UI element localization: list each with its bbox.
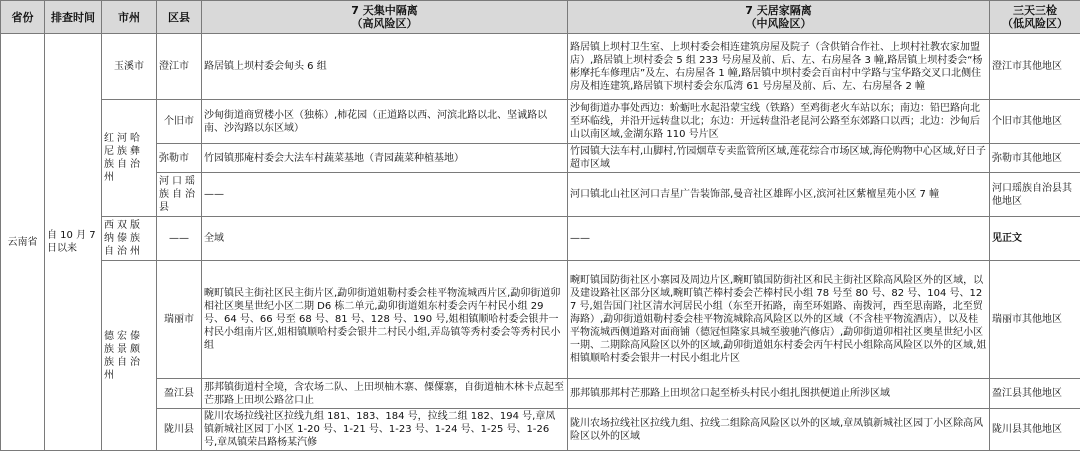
low-risk-cell: 个旧市其他地区 [990,100,1080,144]
header-county: 区县 [157,1,202,34]
mid-risk-cell: 畹町镇国防街社区小寨园及周边片区,畹町镇国防街社区和民主街社区除高风险区外的区域，以及建设路社区部分区域,畹町镇芒棒村委会芒棒村民小组 78 号至 80 号、82 号、104 号、127 号,姐告国门社区清水河居民小组（东至开拓路，南至环姐路、南拨河，西至思南路，北至贸海路）,勐卯街道姐勒村委会桂平物流城除高风险区以外的区域（不含桂平物流酒店），以及桂平物流城西侧道路对面商铺（德冠恒隆家具城至骏驰汽修店）,勐卯街道卯相社区奥星世纪小区一期、二期除高风险区以外的区域,勐卯街道姐东村委会丙午村民小组除高风险区以外的区域,姐相镇顺哈村委会银井一村民小组北片区 [568,261,990,379]
mid-risk-cell: 河口镇北山社区河口吉星广告装饰部,曼音社区雄晖小区,滨河社区紫檀星苑小区 7 幢 [568,173,990,217]
header-high-risk [202,1,568,34]
high-risk-cell: 全域 [202,217,568,261]
city-cell: 西双版纳傣族自治州 [102,217,157,261]
header-high-risk-line2: （高风险区） [351,17,418,30]
header-low-risk-line1: 三天三检 [1013,4,1057,17]
header-date: 排查时间 [45,1,102,34]
low-risk-cell: 澄江市其他地区 [990,34,1080,100]
header-mid-risk [568,1,990,34]
city-cell: 德宏傣族景颇族自治州 [102,261,157,451]
table-row [1,409,1080,451]
table-row [1,379,1080,409]
county-cell: 河口瑶族自治县 [157,173,202,217]
high-risk-cell: 陇川农场拉线社区拉线九组 181、183、184 号，拉线二组 182、194 号,章凤镇新城社区园丁小区 1-20 号、1-21 号、1-23 号、1-24 号、1-25 号、1-26 号,章凤镇荣昌路杨某汽修 [202,409,568,451]
header-high-risk-line1: 7 天集中隔离 [351,4,418,17]
header-row [1,1,1080,34]
county-cell: —— [157,217,202,261]
high-risk-cell: 沙甸街道商贸楼小区（独栋）,柿花园（正道路以西、河滨北路以北、坚诚路以南、沙沟路以东区域） [202,100,568,144]
low-risk-cell: 陇川县其他地区 [990,409,1080,451]
county-cell: 盈江县 [157,379,202,409]
province-cell: 云南省 [1,34,45,451]
high-risk-cell: 那邦镇街道村全境，含农场二队、上田坝柚木寨、傈僳寨，自街道柚木林卡点起至芒那路上田坝公路岔口止 [202,379,568,409]
table-row [1,34,1080,100]
city-cell: 玉溪市 [102,34,157,100]
high-risk-cell: 竹园镇那庵村委会大法车村蔬菜基地（青园蔬菜种植基地） [202,144,568,173]
header-low-risk-line2: （低风险区） [1002,17,1068,30]
low-risk-cell: 盈江县其他地区 [990,379,1080,409]
city-cell: 红河哈尼族彝族自治州 [102,100,157,217]
county-cell: 陇川县 [157,409,202,451]
table-row [1,261,1080,379]
high-risk-cell: 路居镇上坝村委会甸头 6 组 [202,34,568,100]
mid-risk-cell: 沙甸街道办事处西边：蚧蛎吐水起沿蒙宝线（铁路）至鸡街老火车站以东；南边：铅巴路向北至环临线，并沿开远转盘以北；东边：开远转盘沿老昆河公路至东郊路口以西；北边：沙甸后山以南区域,金湖东路 110 号片区 [568,100,990,144]
header-mid-risk-line1: 7 天居家隔离 [745,4,812,17]
table-row [1,217,1080,261]
date-cell: 自 10 月 7 日以来 [45,34,102,451]
header-mid-risk-line2: （中风险区） [745,17,812,30]
mid-risk-cell: 那邦镇那邦村芒那路上田坝岔口起至桥头村民小组扎图拱便道止所涉区域 [568,379,990,409]
low-risk-cell: 见正文 [990,217,1080,261]
table-row [1,144,1080,173]
county-cell: 个旧市 [157,100,202,144]
mid-risk-cell: —— [568,217,990,261]
high-risk-cell: —— [202,173,568,217]
mid-risk-cell: 竹园镇大法车村,山脚村,竹园烟草专卖监管所区域,莲花综合市场区域,海伦购物中心区域,好日子超市区域 [568,144,990,173]
mid-risk-cell: 陇川农场拉线社区拉线九组、拉线二组除高风险区以外的区域,章凤镇新城社区园丁小区除高风险区以外的区域 [568,409,990,451]
table-row [1,100,1080,144]
high-risk-cell: 畹町镇民主街社区民主街片区,勐卯街道姐勒村委会桂平物流城西片区,勐卯街道卯相社区奥星世纪小区二期 D6 栋二单元,勐卯街道姐东村委会丙午村民小组 29 号、64 号、66 号至 68 号、81 号、128 号、190 号,姐相镇顺哈村委会银井一村民小组南片区,姐相镇顺哈村委会银井二村民小组,弄岛镇等秀村委会等秀村民小组 [202,261,568,379]
county-cell: 弥勒市 [157,144,202,173]
header-province: 省份 [1,1,45,34]
county-cell: 澄江市 [157,34,202,100]
low-risk-cell: 河口瑶族自治县其他地区 [990,173,1080,217]
header-low-risk [990,1,1080,34]
county-cell: 瑞丽市 [157,261,202,379]
low-risk-cell: 瑞丽市其他地区 [990,261,1080,379]
low-risk-cell: 弥勒市其他地区 [990,144,1080,173]
table-row [1,173,1080,217]
mid-risk-cell: 路居镇上坝村卫生室、上坝村委会相连建筑房屋及院子（含供销合作社、上坝村社教农家加盟店）,路居镇上坝村委会 5 组 233 号房屋及前、后、左、右房屋各 3 幢,路居镇上坝村委会“杨彬摩托车修理店”及左、右房屋各 1 幢,路居镇中坝村委会百亩村中学路与宝华路交叉口北侧住房及相连建筑,路居镇下坝村委会东瓜湾 61 号房屋及前、后、左、右房屋各 2 幢 [568,34,990,100]
header-city: 市州 [102,1,157,34]
